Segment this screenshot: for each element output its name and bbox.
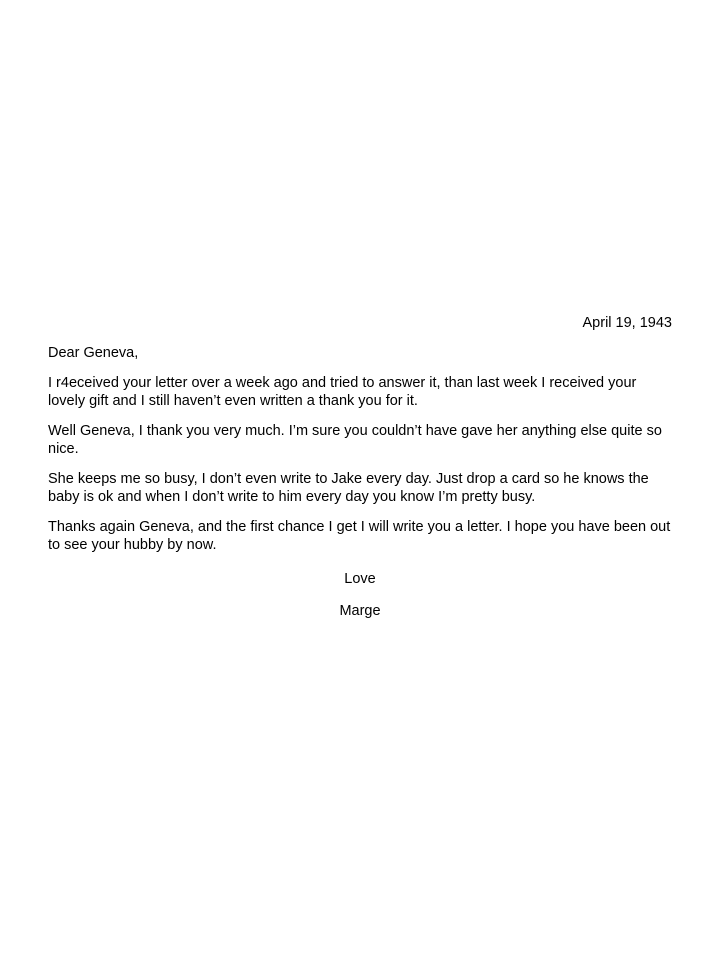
letter-signature: Marge (339, 603, 381, 619)
letter-paragraph-1: I r4eceived your letter over a week ago and tried to answer it, than last week I received your lovely gift and I still haven’t even written a thank you for it. (48, 375, 637, 409)
letter-paragraph-4: Thanks again Geneva, and the first chance I get I will write you a letter. I hope you have been out to see your hubby by now. (48, 519, 671, 553)
letter-date: April 19, 1943 (582, 315, 672, 331)
letter-body (48, 314, 672, 620)
letter-paragraph-3: She keeps me so busy, I don’t even write to Jake every day. Just drop a card so he knows the baby is ok and when I don’t write to him every day you know I’m pretty busy. (48, 471, 649, 505)
letter-paragraph-2: Well Geneva, I thank you very much. I’m sure you couldn’t have gave her anything else quite so nice. (48, 423, 662, 457)
letter-closing: Love (344, 571, 376, 587)
letter-salutation: Dear Geneva, (48, 345, 139, 361)
